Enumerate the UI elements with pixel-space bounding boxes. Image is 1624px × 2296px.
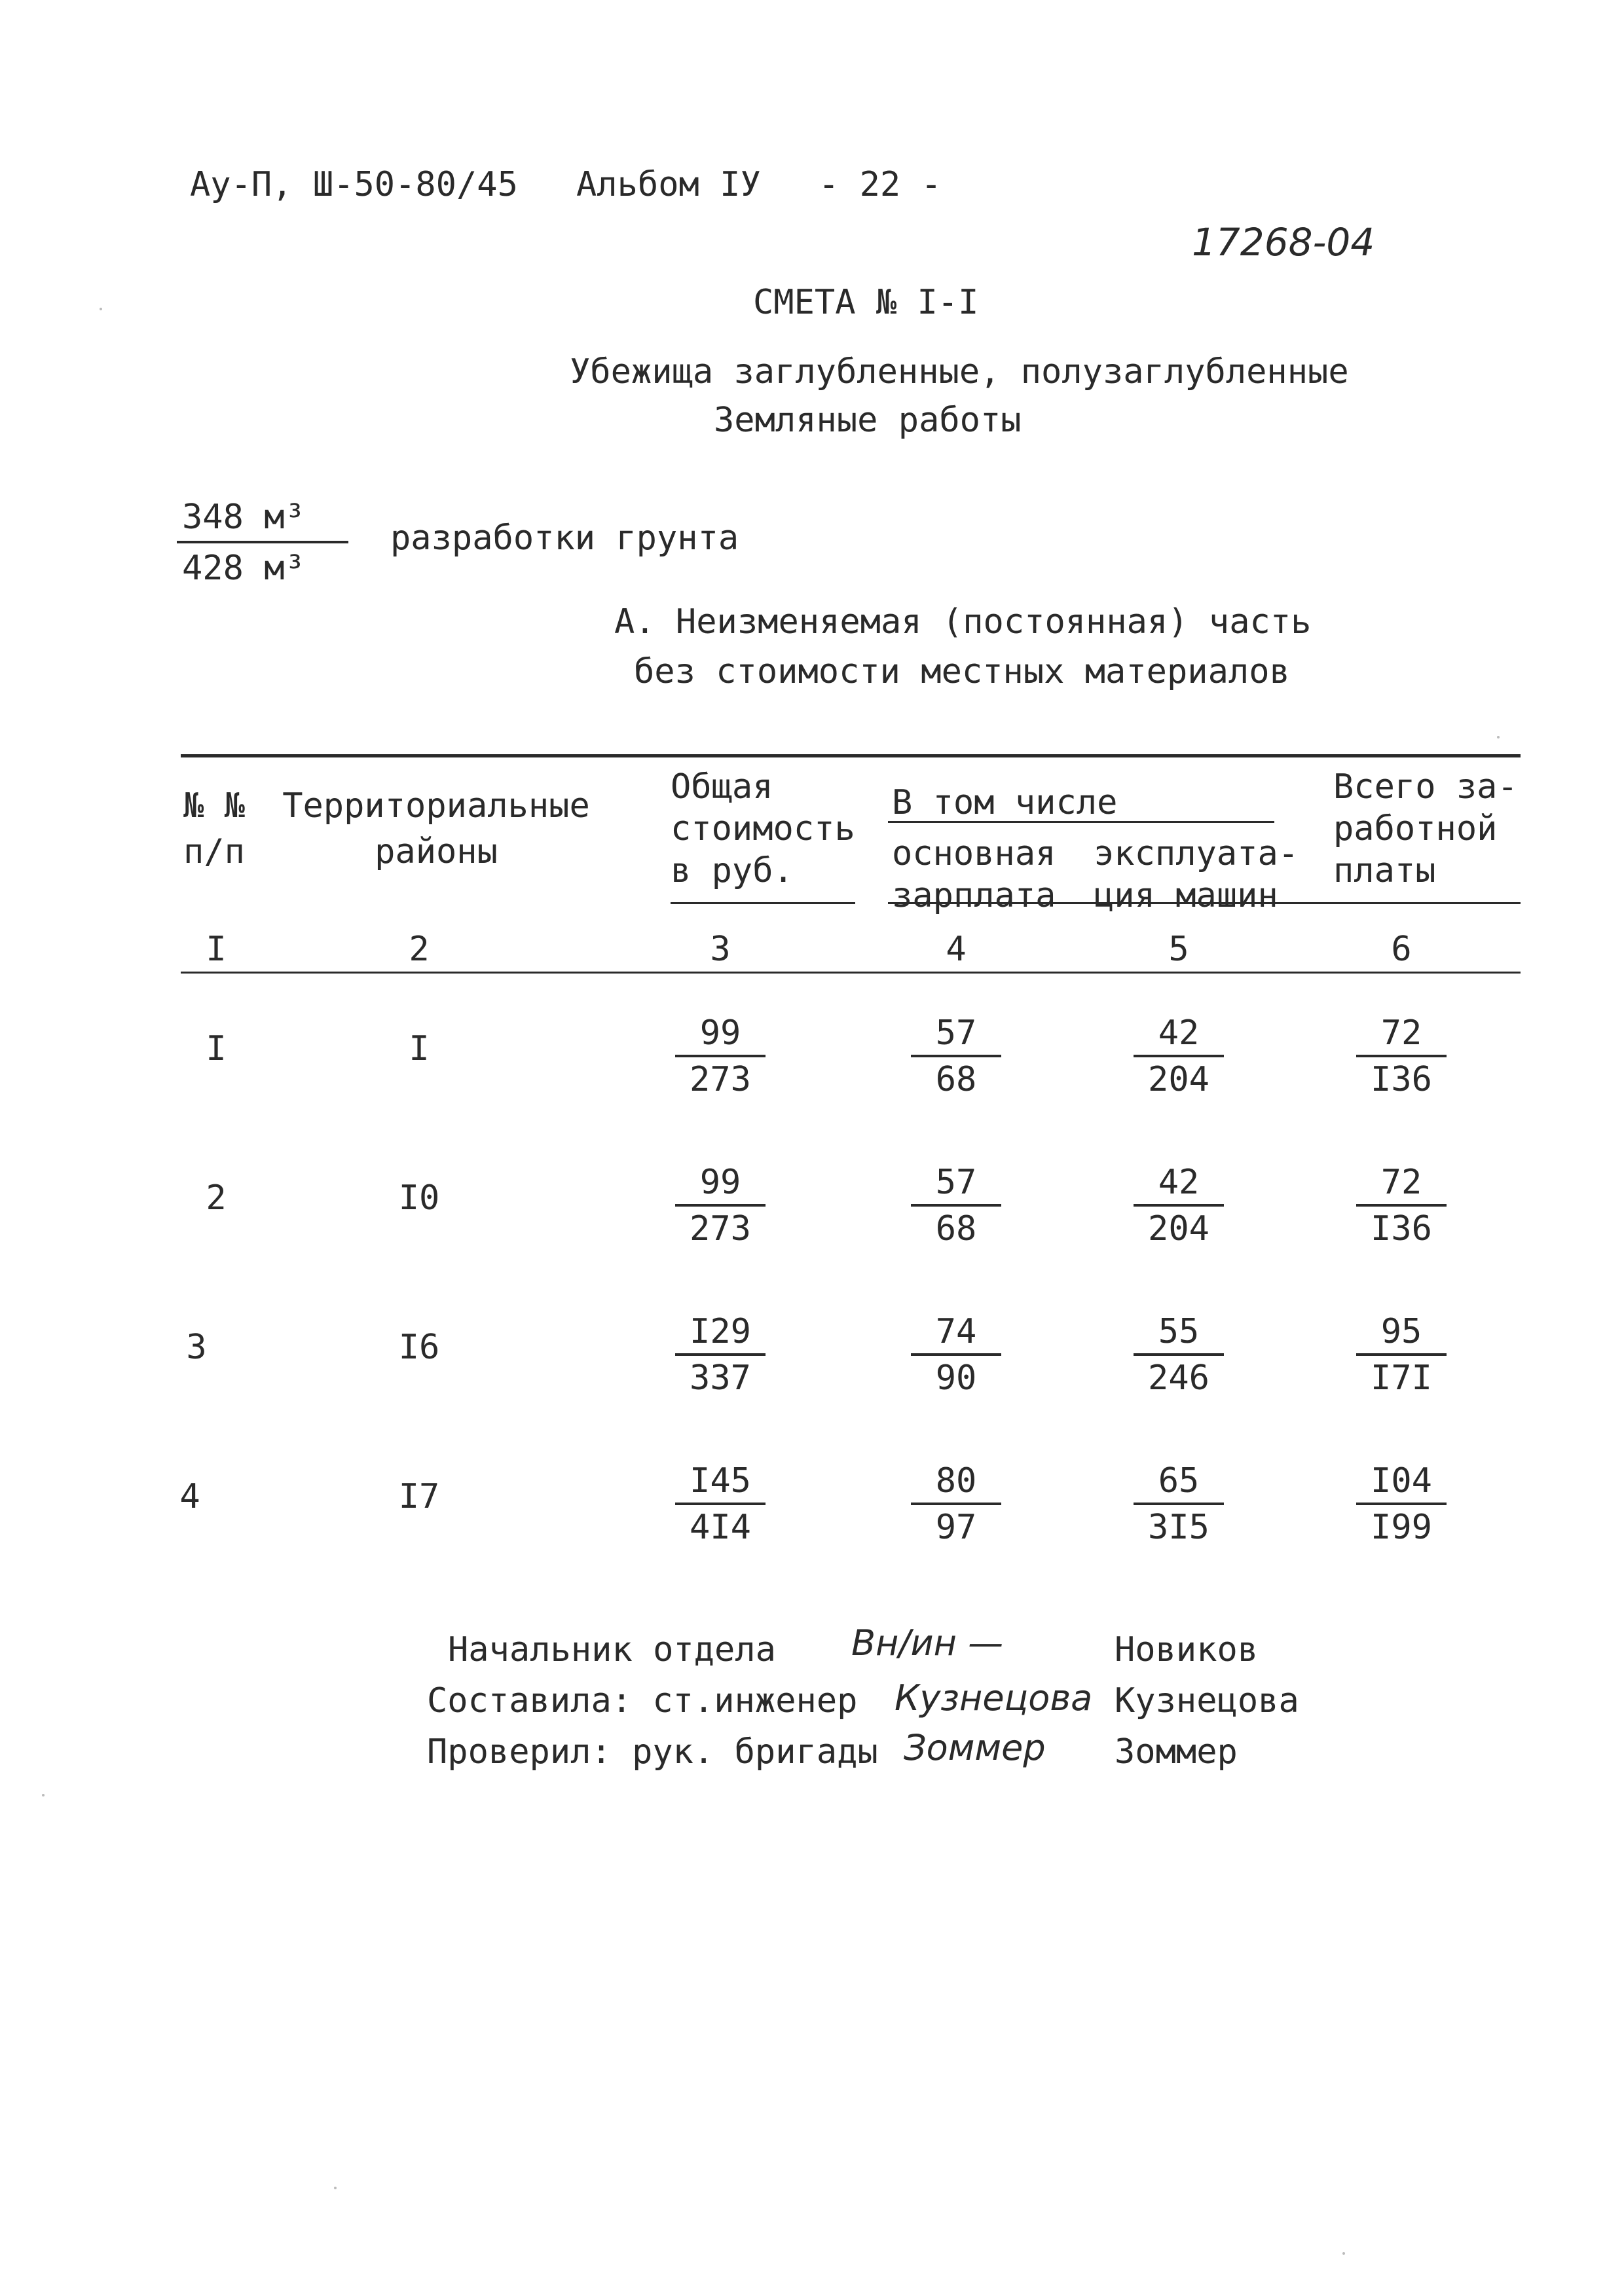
volume-top: 348 м³ [182, 498, 305, 537]
page-number: - 22 - [819, 165, 942, 204]
role-checker: Проверил: рук. бригады [427, 1732, 878, 1772]
handwritten-doc-number: 17268-04 [1192, 220, 1375, 264]
machine-operation-fraction: $\frac{42}{204}$ [1113, 1013, 1244, 1102]
col-number-2: 2 [409, 930, 430, 969]
base-salary-fraction: $\frac{80}{97}$ [891, 1461, 1022, 1550]
col-number-3: 3 [710, 930, 731, 969]
machine-operation-fraction: $\frac{42}{204}$ [1113, 1163, 1244, 1251]
row-region: I [409, 1029, 430, 1068]
base-salary-fraction: $\frac{74}{90}$ [891, 1312, 1022, 1400]
base-salary-fraction: $\frac{57}{68}$ [891, 1013, 1022, 1102]
signer-name: Зоммер [1115, 1732, 1238, 1772]
base-salary-fraction: $\frac{57}{68}$ [891, 1163, 1022, 1251]
header-bottom-rule [888, 902, 1521, 904]
machine-operation-fraction: $\frac{55}{246}$ [1113, 1312, 1244, 1400]
total-wages-fraction: $\frac{72}{I36}$ [1336, 1163, 1467, 1251]
works-title: Земляные работы [714, 401, 1022, 440]
total-cost-fraction: $\frac{I29}{337}$ [655, 1312, 786, 1400]
scan-speck [1497, 736, 1500, 738]
scan-speck [334, 2187, 337, 2189]
group-underline [888, 821, 1274, 823]
row-number: 2 [206, 1178, 227, 1218]
volume-bottom: 428 м³ [182, 549, 305, 588]
header-total-wages: Всего за- работной платы [1333, 767, 1518, 890]
header-group-including: В том числе [892, 783, 1118, 822]
volume-label: разработки грунта [390, 519, 739, 558]
total-wages-fraction: $\frac{95}{I7I}$ [1336, 1312, 1467, 1400]
row-region: I7 [398, 1477, 440, 1516]
album-label: Альбом IУ [576, 165, 761, 204]
section-title: А. Неизменяемая (постоянная) часть [614, 602, 1312, 642]
col-number-4: 4 [946, 930, 967, 969]
signer-name: Кузнецова [1115, 1681, 1299, 1721]
total-cost-fraction: $\frac{99}{273}$ [655, 1013, 786, 1102]
table-top-rule [181, 754, 1521, 757]
total-wages-fraction: $\frac{I04}{I99}$ [1336, 1461, 1467, 1550]
signer-name: Новиков [1115, 1630, 1259, 1669]
object-title: Убежища заглубленные, полузаглубленные [570, 352, 1349, 392]
estimate-title: СМЕТА № I-I [753, 283, 979, 322]
series-code: Ау-П, Ш-50-80/45 [190, 165, 518, 204]
handwritten-signature: Зоммер [904, 1727, 1046, 1768]
scan-speck [42, 1794, 45, 1796]
total-cost-fraction: $\frac{I45}{4I4}$ [655, 1461, 786, 1550]
col-numbers-rule [181, 972, 1521, 974]
handwritten-signature: Вн/ин — [851, 1622, 1004, 1664]
header-regions: Территориальные районы [282, 786, 590, 871]
handwritten-signature: Кузнецова [895, 1677, 1093, 1719]
row-region: I0 [398, 1178, 440, 1218]
row-number: 4 [179, 1477, 200, 1516]
col-number-1: I [206, 930, 227, 969]
total-cost-underline [671, 902, 855, 904]
volume-fraction-line [177, 541, 348, 543]
row-number: 3 [186, 1328, 207, 1367]
section-subtitle: без стоимости местных материалов [634, 652, 1290, 691]
scan-speck [1342, 2252, 1345, 2255]
row-region: I6 [398, 1328, 440, 1367]
total-wages-fraction: $\frac{72}{I36}$ [1336, 1013, 1467, 1102]
header-number: № № п/п [183, 786, 245, 871]
col-number-5: 5 [1168, 930, 1189, 969]
row-number: I [206, 1029, 227, 1068]
scan-speck [100, 308, 102, 310]
machine-operation-fraction: $\frac{65}{3I5}$ [1113, 1461, 1244, 1550]
header-base-salary: основная зарплата [892, 834, 1056, 915]
header-total-cost: Общая стоимость в руб. [671, 767, 855, 890]
role-compiler: Составила: ст.инженер [427, 1681, 858, 1721]
col-number-6: 6 [1391, 930, 1412, 969]
header-machine-operation: эксплуата- ция машин [1094, 834, 1299, 915]
total-cost-fraction: $\frac{99}{273}$ [655, 1163, 786, 1251]
role-head-of-department: Начальник отдела [448, 1630, 776, 1669]
